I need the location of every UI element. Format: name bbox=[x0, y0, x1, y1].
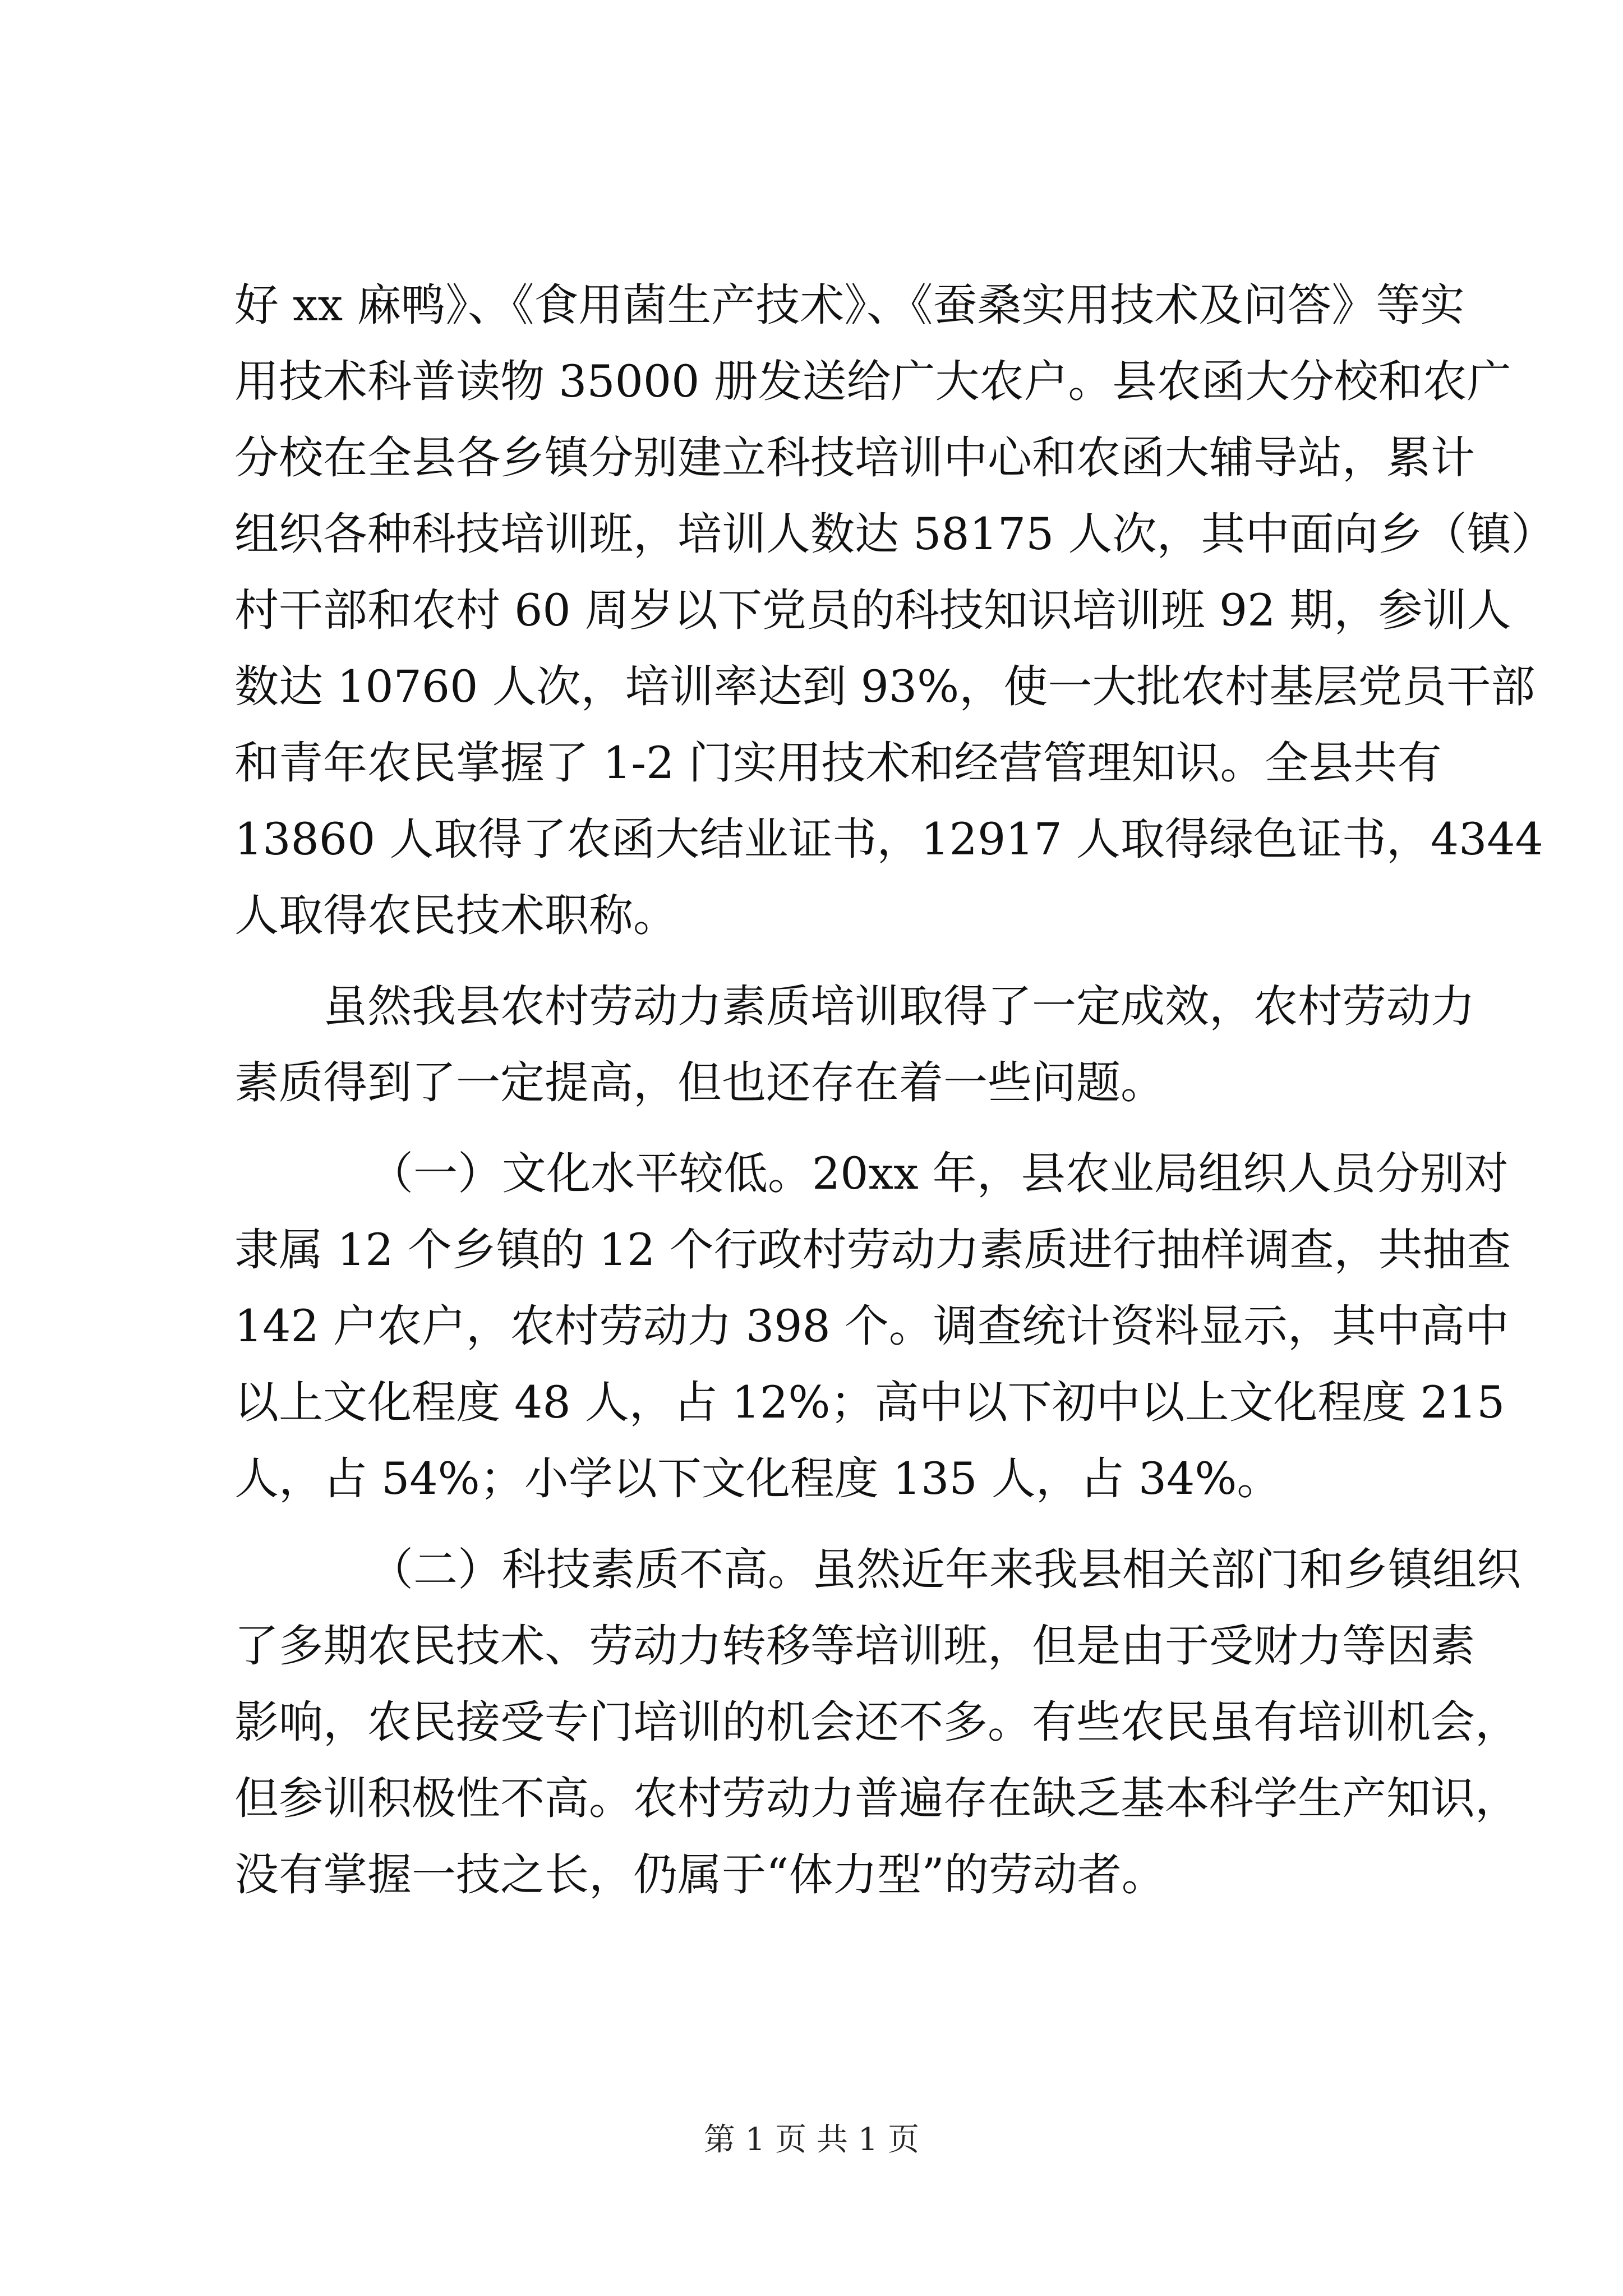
text-line: 虽然我县农村劳动力素质培训取得了一定成效，农村劳动力 bbox=[323, 981, 1475, 1032]
text-line: （二）科技素质不高。虽然近年来我县相关部门和乡镇组织 bbox=[369, 1544, 1521, 1595]
text-line: 没有掌握一技之长，仍属于“体力型”的劳动者。 bbox=[234, 1849, 1166, 1901]
text-line: 用技术科普读物 35000 册发送给广大农户。县农函大分校和农广 bbox=[234, 356, 1511, 407]
text-line: 以上文化程度 48 人，占 12%；高中以下初中以上文化程度 215 bbox=[234, 1377, 1505, 1428]
paragraph-problems-intro bbox=[234, 968, 1475, 1121]
document-body bbox=[234, 267, 1556, 1913]
text-line: 142 户农户，农村劳动力 398 个。调查统计资料显示，其中高中 bbox=[234, 1300, 1509, 1352]
text-line: 隶属 12 个乡镇的 12 个行政村劳动力素质进行抽样调查，共抽查 bbox=[234, 1224, 1511, 1276]
paragraph-training-results bbox=[234, 267, 1556, 954]
text-line: 素质得到了一定提高，但也还存在着一些问题。 bbox=[234, 1057, 1165, 1108]
text-line: 分校在全县各乡镇分别建立科技培训中心和农函大辅导站，累计 bbox=[234, 432, 1475, 484]
text-line: （一）文化水平较低。20xx 年，县农业局组织人员分别对 bbox=[369, 1148, 1509, 1199]
text-line: 好 xx 麻鸭》、《食用菌生产技术》、《蚕桑实用技术及问答》等实 bbox=[234, 279, 1465, 331]
text-line: 了多期农民技术、劳动力转移等培训班，但是由于受财力等因素 bbox=[234, 1620, 1475, 1672]
text-line: 组织各种科技培训班，培训人数达 58175 人次，其中面向乡（镇） bbox=[234, 508, 1556, 560]
paragraph-tech-quality bbox=[234, 1531, 1521, 1913]
text-line: 人，占 54%；小学以下文化程度 135 人，占 34%。 bbox=[234, 1453, 1281, 1504]
page-footer: 第 1 页 共 1 页 bbox=[703, 2122, 920, 2158]
text-line: 数达 10760 人次，培训率达到 93%，使一大批农村基层党员干部 bbox=[234, 661, 1536, 712]
text-line: 但参训积极性不高。农村劳动力普遍存在缺乏基本科学生产知识， bbox=[234, 1773, 1519, 1824]
text-line: 13860 人取得了农函大结业证书，12917 人取得绿色证书，4344 bbox=[234, 813, 1543, 865]
text-line: 村干部和农村 60 周岁以下党员的科技知识培训班 92 期，参训人 bbox=[234, 585, 1511, 636]
paragraph-education-level bbox=[234, 1135, 1511, 1517]
text-line: 和青年农民掌握了 1-2 门实用技术和经营管理知识。全县共有 bbox=[234, 737, 1442, 789]
text-line: 影响，农民接受专门培训的机会还不多。有些农民虽有培训机会， bbox=[234, 1696, 1519, 1748]
text-line: 人取得农民技术职称。 bbox=[234, 890, 677, 941]
